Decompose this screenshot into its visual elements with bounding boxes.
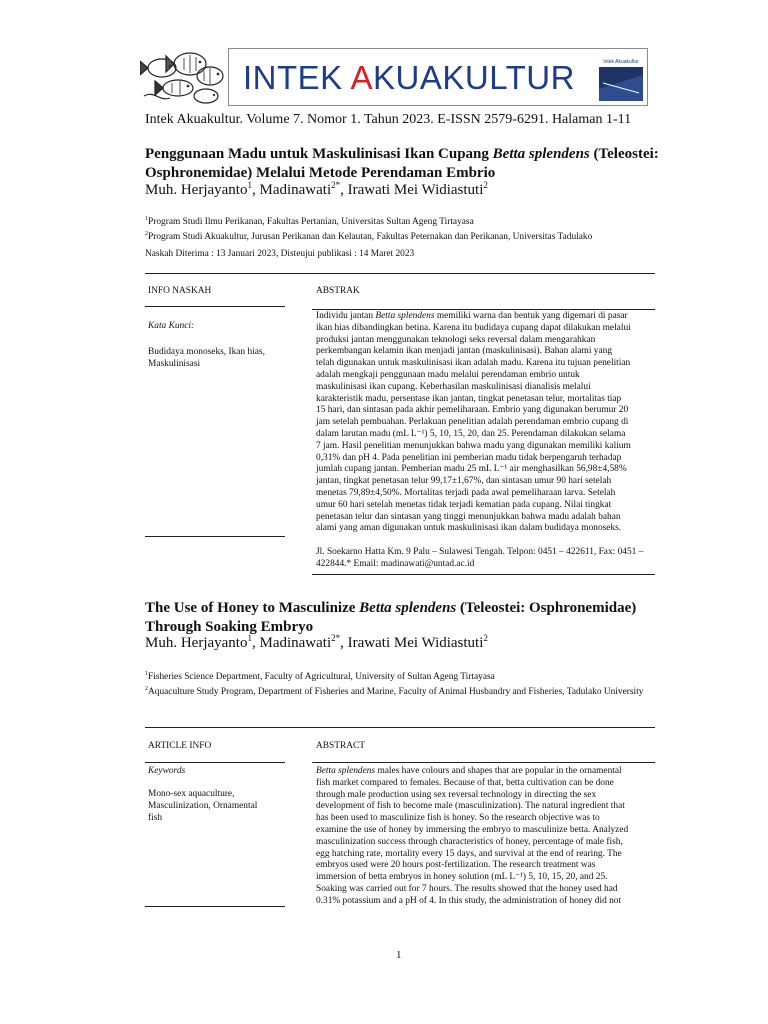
divider-info-en	[145, 762, 285, 763]
info-label-id: INFO NASKAH	[148, 286, 212, 296]
abstract-line: perkembangan kelamin ikan menjadi jantan (maskulinisasi). Bahan alami yang	[316, 346, 613, 357]
brand-red-letter: A	[350, 59, 374, 96]
abstract-line: 0.31% potassium and a pH of 4. In this study, the administration of honey did not	[316, 895, 622, 906]
author-1: Muh. Herjayanto	[145, 635, 248, 651]
abstract-line: telah digunakan untuk maskulinisasi ikan adalah madu. Karena itu tujuan penelitian	[316, 358, 631, 369]
author-2-sup: 2*	[331, 180, 341, 190]
affil-id-1-text: Program Studi Ilmu Perikanan, Fakultas Pertanian, Universitas Sultan Ageng Tirtayasa	[148, 217, 474, 228]
keyword-line: Masculinization, Ornamental	[148, 800, 258, 811]
author-1: Muh. Herjayanto	[145, 182, 248, 198]
author-3: , Irawati Mei Widiastuti	[340, 635, 484, 651]
abstract-line: 15 hari, dan sintasan pada akhir pemeliharaan. Embrio yang digunakan berumur 20	[316, 405, 629, 416]
abstract-line: ikan hias dibandingkan betina. Karena itu budidaya cupang dapat dilakukan melalui	[316, 322, 631, 333]
author-1-sup: 1	[247, 180, 252, 190]
abstract-line: embryos used were 20 hours post-fertilization. The research treatment was	[316, 860, 596, 871]
keyword-line: Budidaya monoseks, Ikan hias,	[148, 347, 265, 357]
affil-en-2-text: Aquaculture Study Program, Department of Fisheries and Marine, Faculty of Animal Husbandry and Fisheries, Tadulako University	[148, 687, 644, 698]
divider-top-en	[145, 727, 655, 728]
abstract-label-id: ABSTRAK	[316, 286, 360, 296]
affil-en-2-sup: 2	[145, 686, 148, 693]
divider-bottom-id	[312, 574, 655, 575]
affiliations-english	[145, 668, 660, 698]
title-id-line-1	[145, 145, 660, 164]
abstract-line: maskulinisasi ikan cupang. Keberhasilan maskulinisasi dianalisis melalui	[316, 381, 591, 392]
abstract-line: 0,31% dan pH 4. Pada penelitian ini pemberian madu tidak berpengaruh terhadap	[316, 452, 622, 463]
mini-logo	[599, 53, 643, 101]
brand-banner	[228, 48, 648, 106]
divider-abstract-en	[312, 762, 655, 763]
title-english	[145, 599, 660, 637]
submission-dates: Naskah Diterima : 13 Januari 2023, Disteujui publikasi : 14 Maret 2023	[145, 249, 415, 259]
affil-id-2-sup: 2	[145, 231, 148, 238]
abstract-line: produksi jantan menggunakan teknologi seks reversal dalam mengarahkan	[316, 334, 596, 345]
title-id-pre: Penggunaan Madu untuk Maskulinisasi Ikan Cupang	[145, 146, 493, 162]
divider-top-id	[145, 273, 655, 274]
title-en-post: (Teleostei: Osphronemidae)	[456, 600, 637, 616]
journal-info: Intek Akuakultur. Volume 7. Nomor 1. Tahun 2023. E-ISSN 2579-6291. Halaman 1-11	[145, 112, 632, 127]
title-id-line-2: Osphronemidae) Melalui Metode Perendaman Embrio	[145, 165, 496, 181]
title-id-post: (Teleostei:	[589, 146, 659, 162]
divider-info-id	[145, 306, 285, 307]
author-3-sup: 2	[483, 633, 488, 643]
author-1-sup: 1	[247, 633, 252, 643]
title-en-line-1	[145, 599, 660, 618]
fish-illustration-logo	[140, 46, 228, 108]
abstract-line: fish market compared to females. Because of that, betta cultivation can be done	[316, 777, 614, 788]
affil-id-1	[145, 213, 660, 228]
keywords-id	[148, 347, 265, 371]
mini-logo-text: Intek Akuakultur	[603, 59, 639, 65]
affil-id-1-sup: 1	[145, 216, 148, 222]
brand-left: INTEK	[243, 59, 351, 96]
abstract-body-en	[316, 766, 652, 908]
abstract-line: jantan, tingkat penetasan telur 99,17±1,67%, dan sintasan umur 90 hari setelah	[316, 476, 612, 487]
author-3-sup: 2	[483, 180, 488, 190]
abstract-line: dalam larutan madu (mL L⁻¹) 5, 10, 15, 20, dan 25. Perendaman dilakukan selama	[316, 428, 626, 439]
abstract-line: jumlah cupang jantan. Pemberian madu 25 mL L⁻¹ air menghasilkan 56,98±4,58%	[316, 464, 627, 475]
keyword-line: Maskulinisasi	[148, 358, 201, 369]
abstract-line: umur 60 hari setelah menetas tidak terjadi kematian pada cupang. Nilai tingkat	[316, 499, 612, 510]
brand-title	[243, 59, 575, 97]
abstract-line: development of fish to become male (masculinization). The natural ingredient that	[316, 801, 625, 812]
keywords-heading-en: Keywords	[148, 766, 186, 776]
abstract-line: has been used to masculinize fish is honey. So the research objective was to	[316, 813, 600, 824]
authors-english	[145, 633, 488, 652]
title-en-line-2: Through Soaking Embryo	[145, 619, 314, 635]
abstract-line: masculinization success through characteristics of honey, percentage of male fish,	[316, 836, 623, 847]
divider-kw-end-id	[145, 536, 285, 537]
abstract-line: Individu jantan Betta splendens memiliki warna dan bentuk yang digemari di pasar	[316, 311, 628, 321]
keywords-heading-id: Kata Kunci:	[148, 321, 195, 331]
authors-indonesian	[145, 180, 488, 199]
divider-kw-end-en	[145, 906, 285, 907]
keyword-line: fish	[148, 812, 163, 823]
abstract-line: 7 jam. Hasil penelitian menunjukkan bahwa madu yang digunakan memiliki kalium	[316, 440, 631, 451]
page-number: 1	[396, 949, 402, 961]
author-3: , Irawati Mei Widiastuti	[340, 182, 484, 198]
affil-en-1	[145, 668, 660, 683]
author-2: , Madinawati	[251, 635, 332, 651]
affiliations-indonesian	[145, 213, 660, 243]
abstract-body-id	[316, 311, 652, 535]
abstract-line: through male production using sex reversal technology in directing the sex	[316, 789, 597, 800]
affil-en-1-text: Fisheries Science Department, Faculty of Agricultural, University of Sultan Ageng Tirtayasa	[148, 672, 495, 683]
affil-en-2	[145, 683, 660, 698]
title-id-species: Betta splendens	[492, 146, 590, 162]
title-en-pre: The Use of Honey to Masculinize	[145, 600, 360, 616]
affil-id-2	[145, 228, 660, 243]
abstract-line: Soaking was carried out for 7 hours. The results showed that the honey used had	[316, 883, 618, 894]
title-en-species: Betta splendens	[359, 600, 457, 616]
contact-info: Jl. Soekarno Hatta Km. 9 Palu – Sulawesi Tengah. Telpon: 0451 – 422611, Fax: 0451 – 422844.* Email: madinawati@untad.ac.id	[316, 547, 644, 569]
abstract-line: alami yang aman digunakan untuk maskulinisasi ikan dalam budidaya monoseks.	[316, 523, 622, 534]
abstract-line: penetasan telur dan sintasan yang tinggi menunjukkan bahwa madu adalah bahan	[316, 511, 621, 522]
brand-right: KUAKULTUR	[373, 59, 575, 96]
abstract-line: adalah mengkaji penggunaan madu melalui perendaman embrio untuk	[316, 369, 580, 380]
keywords-en	[148, 789, 257, 824]
journal-header	[140, 46, 648, 108]
abstract-line: egg hatching rate, mortality every 15 days, and survival at the end of rearing. The	[316, 848, 622, 859]
affil-id-2-text: Program Studi Akuakultur, Jurusan Perikanan dan Kelautan, Fakultas Peternakan dan Perikanan, Universitas Tadulako	[148, 232, 593, 243]
abstract-line: karakteristik madu, persentase ikan jantan, tingkat penetasan telur, mortalitas tiap	[316, 393, 622, 404]
info-label-en: ARTICLE INFO	[148, 741, 212, 751]
author-2: , Madinawati	[251, 182, 332, 198]
author-2-sup: 2*	[331, 633, 341, 643]
abstract-line: menetas 79,89±4,50%. Mortalitas terjadi pada awal pemeliharaan larva. Setelah	[316, 487, 616, 498]
keyword-line: Mono-sex aquaculture,	[148, 789, 235, 799]
abstract-label-en: ABSTRACT	[316, 741, 365, 751]
abstract-line: examine the use of honey by immersing the embryo to masculinize betta. Analyzed	[316, 824, 629, 835]
affil-en-1-sup: 1	[145, 671, 148, 677]
abstract-line: Betta splendens males have colours and shapes that are popular in the ornamental	[316, 766, 622, 776]
abstract-line: immersion of betta embryos in honey solution (mL L⁻¹) 5, 10, 15, 20, and 25.	[316, 872, 608, 883]
divider-abstract-id	[312, 309, 655, 310]
abstract-line: jam setelah pembuahan. Perlakuan penelitian adalah perendaman embrio cupang di	[316, 417, 629, 428]
title-indonesian	[145, 145, 660, 183]
